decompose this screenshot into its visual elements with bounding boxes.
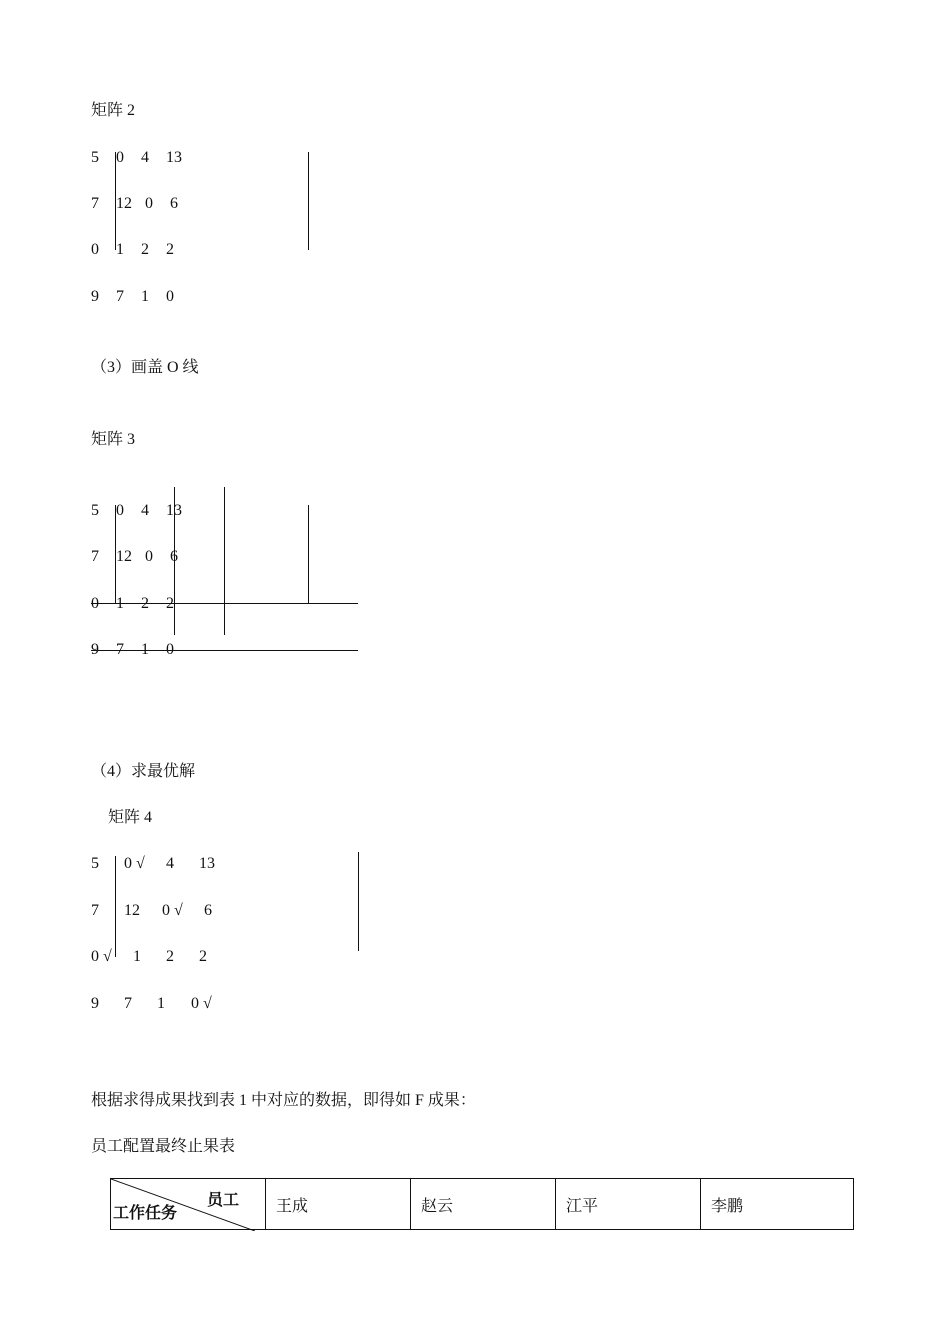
matrix-cell: 2 (141, 241, 149, 258)
matrix-cell: 2 (199, 948, 207, 965)
table-row (111, 1179, 854, 1230)
matrix-cell: 0 √ (191, 995, 212, 1012)
matrix4-title: 矩阵 4 (108, 809, 153, 826)
table-header-cell: 王成 (266, 1179, 411, 1230)
cover-line-vertical (174, 487, 175, 635)
matrix-cell: 13 (166, 502, 182, 519)
table-header-cell: 李鹏 (701, 1179, 854, 1230)
matrix-cell: 0 (145, 548, 153, 565)
matrix-cell: 0 (145, 195, 153, 212)
matrix-bracket-left (115, 505, 116, 603)
matrix-cell: 12 (116, 548, 132, 565)
matrix-cell: 12 (116, 195, 132, 212)
matrix2-title: 矩阵 2 (91, 102, 136, 119)
matrix-cell: 13 (166, 149, 182, 166)
matrix-cell: 1 (141, 641, 149, 658)
matrix-cell: 5 (91, 855, 99, 872)
conclusion-text: 根据求得成果找到表 1 中对应的数据，即得如 F 成果： (91, 1092, 476, 1109)
matrix-cell: 1 (116, 241, 124, 258)
cover-line-vertical (224, 487, 225, 635)
table-caption: 员工配置最终止果表 (91, 1138, 236, 1155)
matrix-cell: 9 (91, 995, 99, 1012)
matrix-cell: 0 √ (162, 902, 183, 919)
matrix-cell: 4 (141, 502, 149, 519)
matrix-cell: 12 (124, 902, 140, 919)
matrix-cell: 6 (204, 902, 212, 919)
matrix-cell: 0 (116, 502, 124, 519)
header-task-label: 工作任务 (113, 1205, 178, 1222)
matrix-cell: 4 (166, 855, 174, 872)
matrix-bracket-left (115, 856, 116, 957)
matrix-cell: 0 (91, 241, 99, 258)
matrix-cell: 7 (91, 548, 99, 565)
matrix-cell: 9 (91, 641, 99, 658)
matrix-bracket-left (115, 152, 116, 250)
matrix-bracket-right (358, 852, 359, 951)
matrix-cell: 1 (141, 288, 149, 305)
matrix-cell: 6 (170, 195, 178, 212)
matrix-cell: 5 (91, 502, 99, 519)
matrix-cell: 2 (166, 595, 174, 612)
matrix-cell: 7 (116, 641, 124, 658)
matrix-cell: 9 (91, 288, 99, 305)
matrix-cell: 0 √ (124, 855, 145, 872)
matrix-cell: 5 (91, 149, 99, 166)
cover-line-horizontal (91, 650, 358, 651)
cover-line-vertical (308, 505, 309, 603)
matrix-cell: 1 (157, 995, 165, 1012)
matrix-cell: 7 (124, 995, 132, 1012)
matrix-cell: 7 (91, 902, 99, 919)
matrix-cell: 6 (170, 548, 178, 565)
matrix-cell: 2 (141, 595, 149, 612)
matrix-cell: 4 (141, 149, 149, 166)
table-header-cell: 江平 (556, 1179, 701, 1230)
matrix-cell: 0 (91, 595, 99, 612)
matrix-cell: 0 √ (91, 948, 112, 965)
result-table (110, 1178, 854, 1230)
matrix3-title: 矩阵 3 (91, 431, 136, 448)
table-header-cell: 赵云 (411, 1179, 556, 1230)
step3-heading: （3）画盖 O 线 (91, 359, 199, 376)
cover-line-horizontal (91, 603, 358, 604)
matrix-cell: 7 (91, 195, 99, 212)
matrix-bracket-right (308, 152, 309, 250)
header-employee-label: 员工 (206, 1192, 239, 1209)
matrix-cell: 0 (166, 288, 174, 305)
matrix-cell: 1 (133, 948, 141, 965)
matrix-cell: 0 (116, 149, 124, 166)
matrix-cell: 1 (116, 595, 124, 612)
matrix-cell: 2 (166, 241, 174, 258)
matrix-cell: 13 (199, 855, 215, 872)
matrix-cell: 0 (166, 641, 174, 658)
matrix-cell: 7 (116, 288, 124, 305)
step4-heading: （4）求最优解 (91, 763, 196, 780)
diagonal-header-cell (111, 1179, 266, 1230)
matrix-cell: 2 (166, 948, 174, 965)
